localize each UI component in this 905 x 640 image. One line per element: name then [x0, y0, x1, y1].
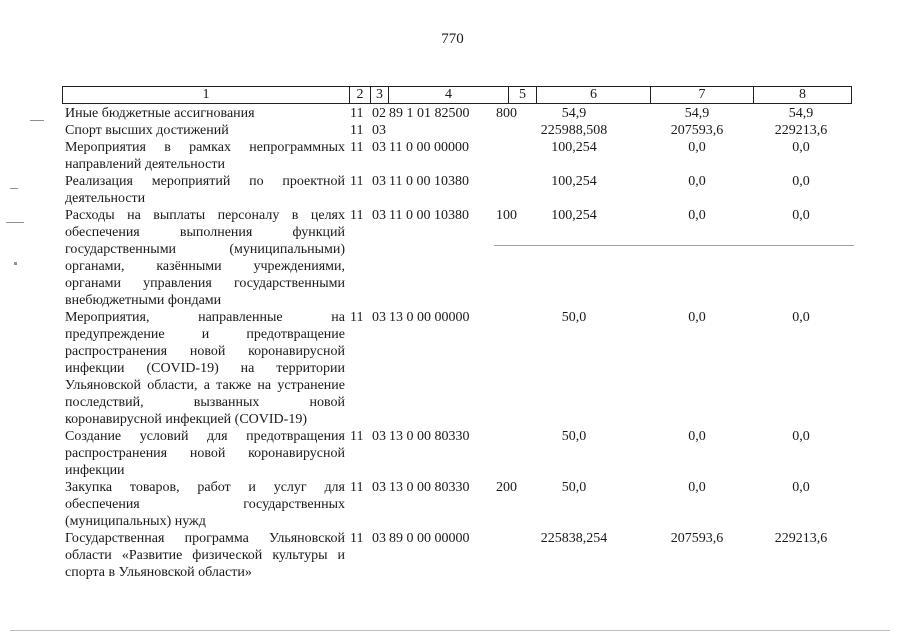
- table-row: [62, 173, 862, 207]
- row-value-8: 0,0: [792, 140, 810, 155]
- row-value-7: 0,0: [688, 208, 706, 223]
- row-value-6: 225988,508: [540, 123, 608, 138]
- row-csr: 11 0 00 10380: [389, 208, 469, 223]
- row-csr: 13 0 00 00000: [389, 310, 470, 325]
- row-value-6: 100,254: [551, 174, 597, 189]
- table-row: [62, 122, 862, 139]
- row-value-6: 100,254: [551, 140, 597, 155]
- row-value-7: 54,9: [684, 106, 710, 121]
- row-pr: 03: [372, 208, 386, 223]
- row-value-8: 0,0: [792, 310, 810, 325]
- row-pr: 02: [372, 106, 386, 121]
- row-rz: 11: [350, 480, 364, 495]
- scan-rule-line: [494, 245, 854, 246]
- row-vr: 100: [496, 208, 517, 223]
- row-value-6: 50,0: [561, 310, 587, 325]
- row-value-7: 0,0: [688, 310, 706, 325]
- table-row: [62, 530, 862, 581]
- row-value-8: 0,0: [792, 429, 810, 444]
- header-cell-2: 2: [350, 87, 371, 103]
- row-pr: 03: [372, 123, 386, 138]
- row-value-6: 54,9: [561, 106, 587, 121]
- table-row: [62, 479, 862, 530]
- row-csr: 11 0 00 10380: [389, 174, 469, 189]
- table-body: [62, 105, 862, 581]
- row-value-7: 207593,6: [670, 123, 724, 138]
- row-value-8: 0,0: [792, 480, 810, 495]
- row-name: Спорт высших достижений: [65, 123, 229, 138]
- row-rz: 11: [350, 531, 364, 546]
- row-value-7: 207593,6: [670, 531, 724, 546]
- scan-speck: [30, 120, 44, 121]
- table-header: [62, 86, 852, 104]
- scan-speck: [14, 262, 17, 265]
- scan-speck: [10, 188, 18, 189]
- row-csr: 13 0 00 80330: [389, 480, 470, 495]
- row-value-7: 0,0: [688, 429, 706, 444]
- scan-speck: [6, 222, 24, 223]
- row-value-6: 50,0: [561, 429, 587, 444]
- header-cell-3: 3: [371, 87, 389, 103]
- table-row: [62, 139, 862, 173]
- row-csr: 13 0 00 80330: [389, 429, 470, 444]
- row-value-6: 225838,254: [540, 531, 608, 546]
- header-cell-6: 6: [537, 87, 651, 103]
- row-name: Мероприятия в рамках непрограммных направлений деятельности: [65, 140, 345, 172]
- row-value-8: 229213,6: [774, 531, 828, 546]
- row-value-7: 0,0: [688, 174, 706, 189]
- row-csr: 89 1 01 82500: [389, 106, 470, 121]
- row-pr: 03: [372, 310, 386, 325]
- row-pr: 03: [372, 480, 386, 495]
- row-name: Создание условий для предотвращения распространения новой коронавирусной инфекции: [65, 429, 345, 478]
- row-vr: 800: [496, 106, 517, 121]
- table-row: [62, 309, 862, 428]
- row-value-8: 0,0: [792, 208, 810, 223]
- row-rz: 11: [350, 310, 364, 325]
- row-name: Закупка товаров, работ и услуг для обеспечения государственных (муниципальных) нужд: [65, 480, 345, 529]
- row-name: Иные бюджетные ассигнования: [65, 106, 255, 121]
- row-rz: 11: [350, 208, 364, 223]
- row-value-8: 229213,6: [774, 123, 828, 138]
- row-value-8: 54,9: [788, 106, 814, 121]
- row-value-7: 0,0: [688, 140, 706, 155]
- row-rz: 11: [350, 106, 364, 121]
- row-value-8: 0,0: [792, 174, 810, 189]
- row-rz: 11: [350, 140, 364, 155]
- row-csr: 89 0 00 00000: [389, 531, 470, 546]
- header-cell-7: 7: [651, 87, 754, 103]
- page-number: 770: [441, 31, 464, 47]
- table-row: [62, 105, 862, 122]
- row-name: Расходы на выплаты персоналу в целях обеспечения выполнения функций государственными (муниципальными) органами, казёнными учреждениями, органами управления государственными внебюджетными фондами: [65, 208, 345, 308]
- row-rz: 11: [350, 123, 364, 138]
- scan-bottom-line: [10, 630, 890, 631]
- row-name: Государственная программа Ульяновской области «Развитие физической культуры и спорта в Ульяновской области»: [65, 531, 345, 580]
- header-cell-1: 1: [63, 87, 350, 103]
- row-pr: 03: [372, 174, 386, 189]
- row-name: Реализация мероприятий по проектной деятельности: [65, 174, 345, 206]
- header-cell-5: 5: [509, 87, 537, 103]
- row-rz: 11: [350, 174, 364, 189]
- row-vr: 200: [496, 480, 517, 495]
- row-pr: 03: [372, 531, 386, 546]
- row-name: Мероприятия, направленные на предупреждение и предотвращение распространения новой коронавирусной инфекции (COVID-19) на территории Ульяновской области, а также на устранение последствий, вызванных новой коронавирусной инфекцией (COVID-19): [65, 310, 345, 427]
- row-pr: 03: [372, 140, 386, 155]
- row-pr: 03: [372, 429, 386, 444]
- table-row: [62, 207, 862, 309]
- row-csr: 11 0 00 00000: [389, 140, 469, 155]
- table-row: [62, 428, 862, 479]
- header-cell-4: 4: [389, 87, 509, 103]
- row-value-6: 100,254: [551, 208, 597, 223]
- header-cell-8: 8: [799, 87, 806, 102]
- row-rz: 11: [350, 429, 364, 444]
- row-value-7: 0,0: [688, 480, 706, 495]
- row-value-6: 50,0: [561, 480, 587, 495]
